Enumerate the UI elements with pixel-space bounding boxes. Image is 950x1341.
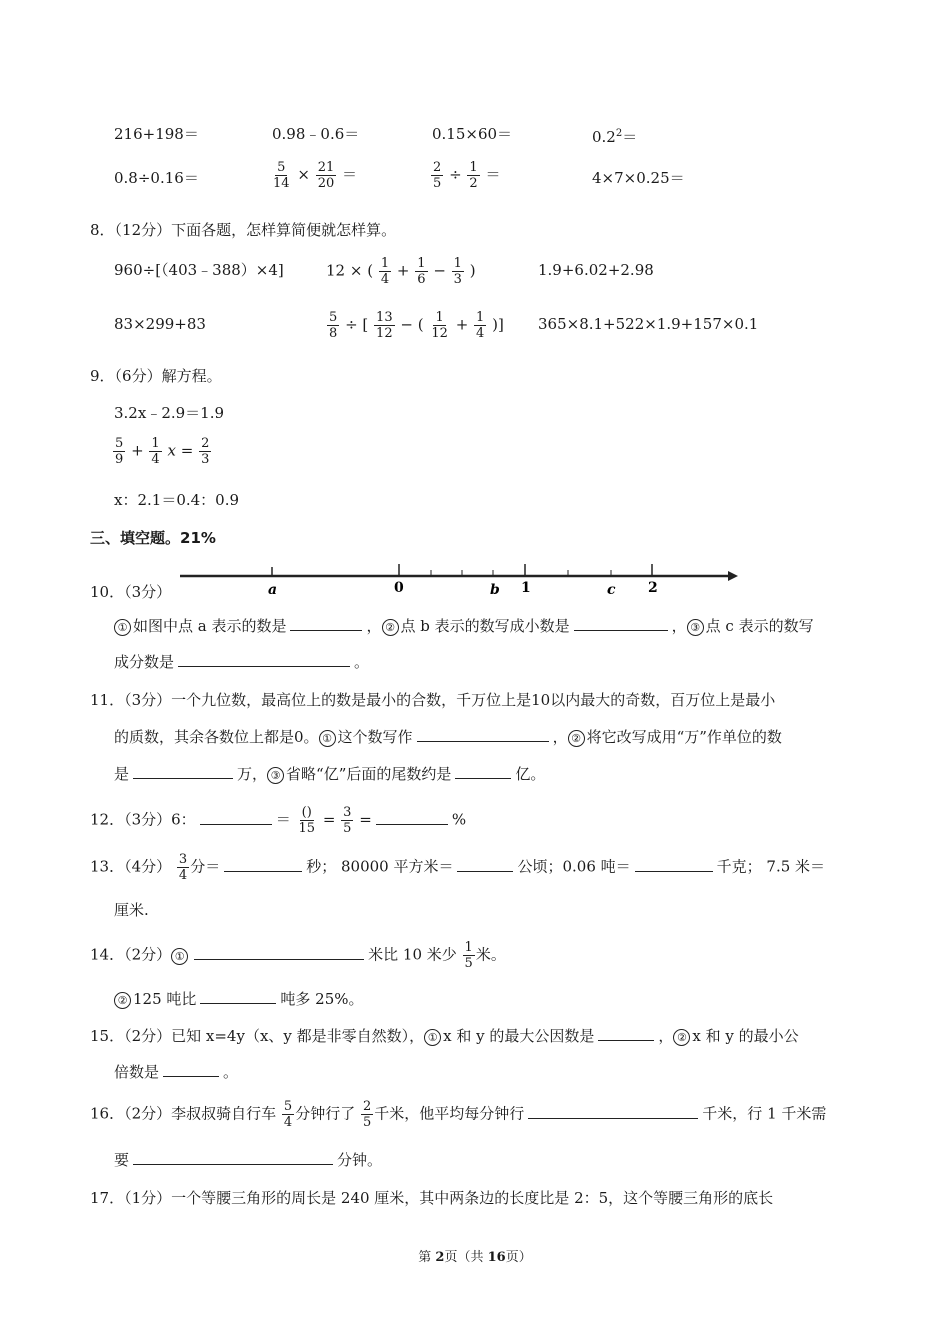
answer-blank[interactable] — [528, 1103, 698, 1119]
answer-blank[interactable] — [200, 809, 272, 825]
calc-4 — [592, 124, 637, 147]
calc-5: 0.8÷0.16＝ — [114, 169, 199, 187]
answer-blank[interactable] — [376, 809, 448, 825]
label-0: 0 — [394, 580, 404, 596]
q16-line1: 16．（2分）李叔叔骑自行车 $\frac{5}{4}$ 分钟行了 $\frac{2}{5}$ 千米，他平均每分钟行 千米，行 1 千米需 — [90, 1099, 827, 1130]
fraction: $\frac{3}{5}$ — [343, 805, 352, 836]
q13-line1: 13．（4分） $\frac{3}{4}$ 分＝ 秒； 80000 平方米＝ 公顷；0.06 吨＝ 千克； 7.5 米＝ — [90, 852, 826, 883]
fraction: $\frac{2}{5}$ — [363, 1099, 372, 1130]
q10-line1: ① 如图中点 a 表示的数是 ， ② 点 b 表示的数写成小数是 ， ③ 点 c 表示的数写 — [114, 615, 814, 636]
label-2: 2 — [648, 580, 658, 596]
q11-line3: 是 万， ③ 省略“亿”后面的尾数约是 亿。 — [114, 765, 546, 783]
q14-line1: 14．（2分） ① 米比 10 米少 $\frac{1}{5}$ 米。 — [90, 940, 506, 971]
fraction: $\frac{5}{4}$ — [283, 1099, 293, 1130]
answer-blank[interactable] — [178, 651, 350, 667]
answer-blank[interactable] — [200, 988, 276, 1004]
q11-line1: 11．（3分）一个九位数，最高位上的数是最小的合数，千万位上是10以内最大的奇数，百万位上是最小 — [90, 691, 776, 709]
answer-blank[interactable] — [417, 726, 549, 742]
q13-line2: 厘米. — [114, 901, 149, 919]
label-1: 1 — [521, 580, 531, 596]
answer-blank[interactable] — [194, 944, 364, 960]
q9-eq2: $\frac{5}{9}$ + $\frac{1}{4}$ x = $\frac{2}{3}$ — [115, 436, 210, 467]
calc-4-base: 0.2 — [592, 128, 616, 146]
calc-8: 4×7×0.25＝ — [592, 169, 685, 187]
q8-expr-6: 365×8.1+522×1.9+157×0.1 — [538, 315, 759, 333]
q8-expr-4: 83×299+83 — [114, 315, 206, 333]
calc-1: 216+198＝ — [114, 125, 199, 143]
page-total: 16 — [487, 1250, 506, 1265]
q15-line1: 15．（2分）已知 x=4y（x、y 都是非零自然数）， ① x 和 y 的最大公因数是 ， ② x 和 y 的最小公 — [90, 1027, 799, 1045]
answer-blank[interactable] — [635, 856, 713, 872]
page-number: 2 — [435, 1250, 445, 1265]
fraction: $\frac{()}{15}$ — [298, 805, 316, 836]
q11-line2: 的质数，其余各数位上都是0。 ① 这个数写作 ， ② 将它改写成用“万”作单位的数 — [114, 728, 782, 746]
q12-line: 12．（3分）6： ＝ $\frac{()}{15}$ = $\frac{3}{5}$ = % — [90, 805, 467, 836]
fraction: $\frac{2}{5}$ — [433, 160, 442, 191]
answer-blank[interactable] — [455, 763, 511, 779]
fraction: $\frac{5}{14}$ — [273, 160, 290, 191]
answer-blank[interactable] — [457, 856, 513, 872]
answer-blank[interactable] — [290, 615, 362, 631]
label-a: a — [268, 582, 278, 598]
answer-blank[interactable] — [163, 1061, 219, 1077]
q8-expr-2: 12 × ( $\frac{1}{4}$ + $\frac{1}{6}$ − $\frac{1}{3}$ ) — [326, 256, 476, 287]
fraction: $\frac{3}{4}$ — [178, 852, 188, 883]
calc-4-tail: ＝ — [622, 128, 638, 146]
calc-7: $\frac{2}{5}$ ÷ $\frac{1}{2}$ ＝ — [433, 160, 501, 191]
q9-eq3: x：2.1＝0.4：0.9 — [114, 491, 240, 509]
answer-blank[interactable] — [133, 1149, 333, 1165]
answer-blank[interactable] — [224, 856, 302, 872]
q8-expr-5: $\frac{5}{8}$ ÷ [ $\frac{13}{12}$ − ( $\frac{1}{12}$ + $\frac{1}{4}$ )] — [329, 310, 504, 341]
section-heading: 三、填空题。21% — [90, 529, 216, 547]
number-line — [180, 558, 740, 598]
q8-expr-3: 1.9+6.02+2.98 — [538, 261, 654, 279]
q14-line2: ② 125 吨比 吨多 25%。 — [114, 988, 364, 1009]
calc-3: 0.15×60＝ — [432, 125, 513, 143]
page-footer: 第 2页（共 16页） — [418, 1250, 532, 1265]
calc-6: $\frac{5}{14}$ × $\frac{21}{20}$ ＝ — [273, 160, 358, 191]
fraction: $\frac{1}{2}$ — [469, 160, 478, 191]
q16-line2: 要 分钟。 — [114, 1151, 383, 1169]
calc-2: 0.98﹣0.6＝ — [272, 125, 360, 143]
q9-title: 9．（6分）解方程。 — [90, 367, 222, 385]
fraction: $\frac{21}{20}$ — [317, 160, 335, 191]
answer-blank[interactable] — [574, 615, 668, 631]
answer-blank[interactable] — [598, 1025, 654, 1041]
q10-label: 10．（3分） — [90, 583, 172, 601]
q15-line2: 倍数是 。 — [114, 1063, 239, 1081]
fraction: $\frac{1}{5}$ — [464, 940, 473, 971]
calc-4-exp: 2 — [615, 128, 623, 139]
answer-blank[interactable] — [133, 763, 233, 779]
q8-title: 8．（12分）下面各题，怎样算简便就怎样算。 — [90, 221, 397, 239]
q8-expr-1: 960÷[（403﹣388）×4] — [114, 261, 284, 279]
label-c: c — [607, 582, 616, 598]
q17-line1: 17．（1分）一个等腰三角形的周长是 240 厘米，其中两条边的长度比是 2：5，这个等腰三角形的底长 — [90, 1189, 774, 1207]
label-b: b — [490, 582, 500, 598]
q9-eq1: 3.2x﹣2.9＝1.9 — [114, 404, 225, 422]
arrow-icon — [728, 571, 738, 581]
q10-line2: 成分数是 。 — [114, 653, 370, 671]
